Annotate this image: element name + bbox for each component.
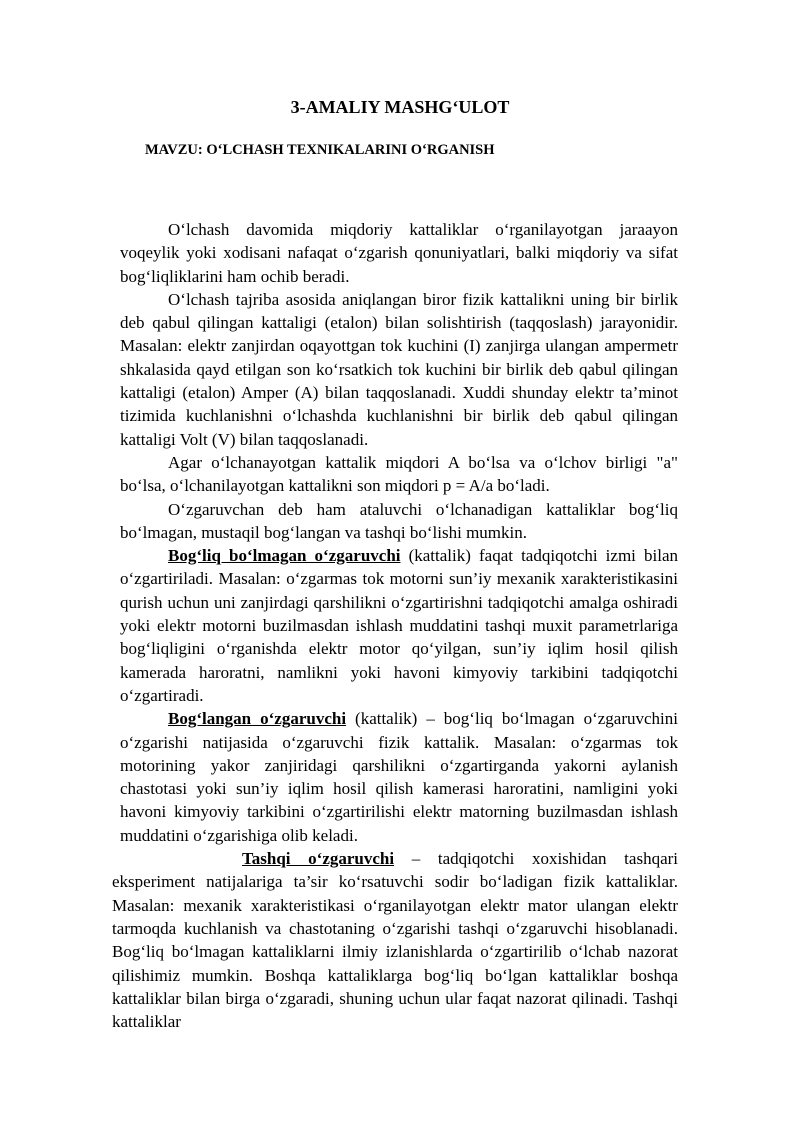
paragraph-independent-variable [120, 544, 678, 707]
paragraph-external-variable [112, 847, 678, 1033]
paragraph-variable-types: O‘zgaruvchan deb ham ataluvchi o‘lchanadigan kattaliklar bog‘liq bo‘lmagan, mustaqil bog‘langan va tashqi bo‘lishi mumkin. [120, 499, 678, 542]
page-title: 3-AMALIY MASHG‘ULOT [290, 97, 510, 117]
paragraph-measurement-definition: O‘lchash tajriba asosida aniqlangan biror fizik kattalikni uning bir birlik deb qabul qilingan kattaligi (etalon) bilan solishtirish (taqqoslash) jarayonidir. Masalan: elektr zanjirdan oqayottgan tok kuchini (I) zanjirga ulangan ampermetr shkalasida qayd etilgan son ko‘rsatkich tok kuchini bir birlik deb qabul qilingan kattaligi (etalon) Amper (A) bilan taqqoslanadi. Xuddi shunday elektr ta’minot tizimida kuchlanishni o‘lchashda kuchlanishni bir birlik deb qabul qilingan kattaligi Volt (V) bilan taqqoslanadi. [120, 289, 678, 449]
term-independent-variable: Bog‘liq bo‘lmagan o‘zgaruvchi [168, 546, 401, 566]
paragraph-measurement-intro: O‘lchash davomida miqdoriy kattaliklar o‘rganilayotgan jaraayon voqeylik yoki xodisani nafaqat o‘zgarish qonuniyatlari, balki miqdoriy va sifat bog‘liqliklarini ham ochib beradi. [120, 220, 678, 286]
external-variable-text: – tadqiqotchi xoxishidan tashqari eksperiment natijalariga ta’sir ko‘rsatuvchi sodir bo‘ladigan fizik kattaliklar. Masalan: mexanik xarakteristikasi o‘rganilayotgan elektr mator ulangan elektr tarmoqda kuchlanish va chastotaning o‘zgarishi tashqi o‘zgaruvchi hisoblanadi. Bog‘liq bo‘lmagan kattaliklarni ilmiy izlanishlarda o‘zgartirilib o‘lchab nazorat qilishimiz mumkin. Boshqa kattaliklarga bog‘liq bo‘lgan kattaliklar boshqa kattaliklar bilan birga o‘zgaradi, shuning uchun ular faqat nazorat qilinadi. Tashqi kattaliklar [112, 849, 678, 1032]
topic-subtitle: MAVZU: O‘LCHASH TEXNIKALARINI O‘RGANISH [145, 142, 495, 158]
independent-variable-text: (kattalik) faqat tadqiqotchi izmi bilan o‘zgartiriladi. Masalan: o‘zgarmas tok motorni sun’iy mexanik xarakteristikasini qurish uchun uni zanjirdagi qarshilikni o‘zgartirishni tadqiqotchi amalga oshiradi yoki elektr motorni buzilmasdan ishlash muddatini tashqi muxit parametrlariga bog‘liqligini o‘rganishda elektr motor qo‘yilgan, sun’iy iqlim hosil qilish kamerada haroratni, namlikni yoki havoni kimyoviy tarkibini tadqiqotchi o‘zgartiradi. [120, 546, 678, 705]
paragraph-dependent-variable [120, 707, 678, 847]
paragraph-numeric-value: Agar o‘lchanayotgan kattalik miqdori A bo‘lsa va o‘lchov birligi "a" bo‘lsa, o‘lchanilayotgan kattalikni son miqdori p = A/a bo‘ladi. [120, 452, 678, 496]
document-body [112, 218, 678, 1033]
term-dependent-variable: Bog‘langan o‘zgaruvchi [168, 709, 347, 729]
term-external-variable: Tashqi o‘zgaruvchi [242, 849, 395, 869]
dependent-variable-text: (kattalik) – bog‘liq bo‘lmagan o‘zgaruvchini o‘zgarishi natijasida o‘zgaruvchi fizik kattalik. Masalan: o‘zgarmas tok motorining yakor zanjiridagi qarshilikni o‘zgartirganda yakorni aylanish chastotasi yoki sun’iy iqlim hosil qilish kamerasi haroratini, namligini yoki havoni kimyoviy tarkibini o‘zgartirilishi elektr matorning buzilmasdan ishlash muddatini o‘zgarishiga olib keladi. [120, 709, 678, 845]
